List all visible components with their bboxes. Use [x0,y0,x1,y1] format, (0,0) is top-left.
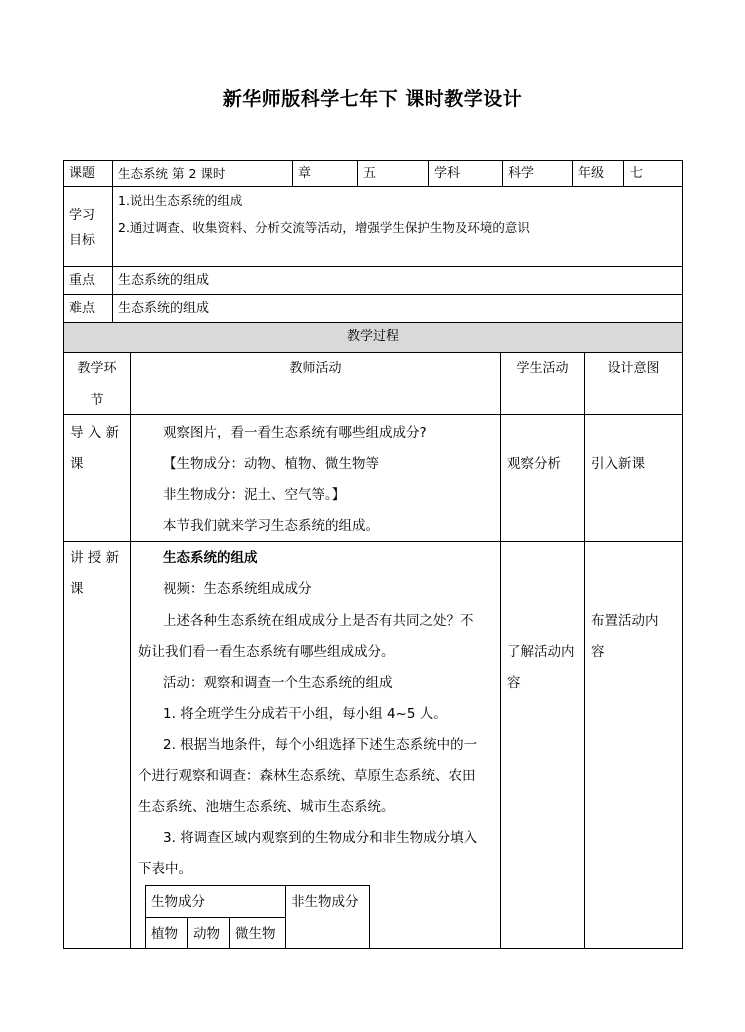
intro-line: 【生物成分：动物、植物、微生物等 [163,456,379,472]
lecture-student-1: 了解活动内 [507,644,575,660]
objective-item: 2.通过调查、收集资料、分析交流等活动，增强学生保护生物及环境的意识 [118,220,530,235]
survey-plant: 植物 [151,926,178,942]
survey-micro: 微生物 [235,926,276,942]
objectives-label-2: 目标 [69,233,96,248]
lecture-heading: 生态系统的组成 [163,550,258,566]
document-title: 新华师版科学七年下 课时教学设计 [222,88,523,110]
lecture-stage-1: 讲 授 新 [70,550,120,566]
lecture-line: 活动：观察和调查一个生态系统的组成 [163,675,393,691]
subject-value: 科学 [508,166,535,181]
key-point-label: 重点 [69,273,96,288]
objectives-label-1: 学习 [69,208,96,223]
chapter-value: 五 [363,166,377,181]
intro-line: 非生物成分：泥土、空气等。】 [163,487,346,503]
lecture-line: 视频：生态系统组成成分 [163,581,312,597]
lecture-line: 2. 根据当地条件，每个小组选择下述生态系统中的一 [163,737,478,753]
intro-line: 本节我们就来学习生态系统的组成。 [163,518,379,534]
lecture-stage-2: 课 [70,581,84,597]
col-design: 设计意图 [607,361,660,376]
lecture-design-1: 布置活动内 [591,613,659,629]
chapter-label: 章 [298,166,312,181]
subject-label: 学科 [434,166,461,181]
intro-stage-2: 课 [70,456,84,472]
intro-design: 引入新课 [591,456,645,472]
grade-value: 七 [630,166,644,181]
lecture-line: 3. 将调查区域内观察到的生物成分和非生物成分填入 [163,830,478,846]
lecture-student-2: 容 [507,675,521,691]
lesson-label: 课题 [69,166,96,181]
lecture-line: 1. 将全班学生分成若干小组，每小组 4~5 人。 [163,706,447,722]
lecture-line: 下表中。 [138,861,192,877]
lesson-value: 生态系统 第 2 课时 [118,166,226,181]
process-title: 教学过程 [346,329,399,344]
survey-animal: 动物 [193,926,220,942]
survey-bio-header: 生物成分 [151,894,205,910]
col-student: 学生活动 [516,361,569,376]
difficulty-label: 难点 [69,301,96,316]
difficulty-value: 生态系统的组成 [118,301,210,316]
objective-item: 1.说出生态系统的组成 [118,193,243,208]
lecture-design-2: 容 [591,644,605,660]
key-point-value: 生态系统的组成 [118,273,210,288]
intro-stage-1: 导 入 新 [70,425,120,441]
lecture-line: 妨让我们看一看生态系统有哪些组成成分。 [138,644,395,660]
col-stage-1: 教学环 [77,361,117,376]
survey-nonbio-header: 非生物成分 [291,894,359,910]
intro-student: 观察分析 [507,456,561,472]
col-stage-2: 节 [90,393,104,408]
intro-line: 观察图片，看一看生态系统有哪些组成成分? [163,425,427,441]
lecture-line: 生态系统、池塘生态系统、城市生态系统。 [138,799,395,815]
col-teacher: 教师活动 [289,361,342,376]
lecture-line: 上述各种生态系统在组成成分上是否有共同之处？不 [163,613,474,629]
grade-label: 年级 [578,166,605,181]
lecture-line: 个进行观察和调查：森林生态系统、草原生态系统、农田 [138,768,476,784]
